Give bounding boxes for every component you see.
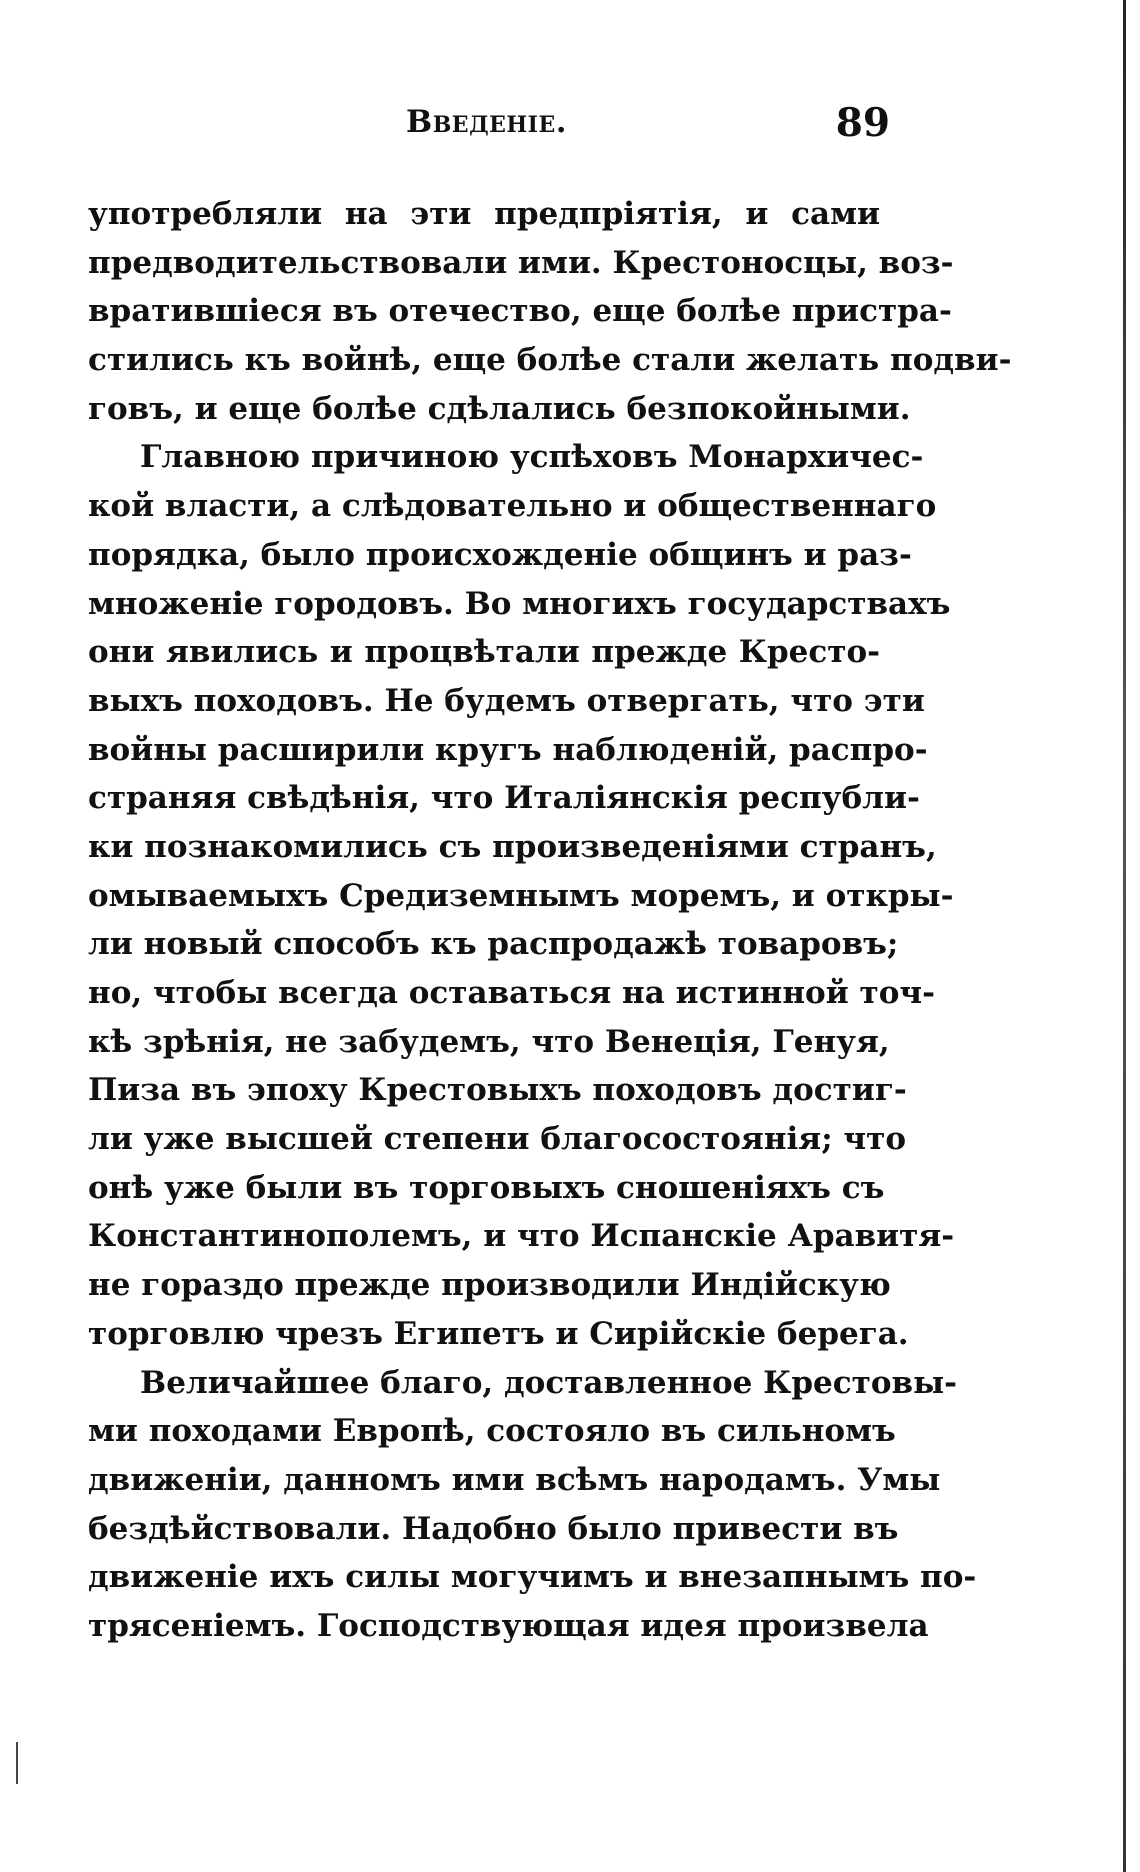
text-line: Константинополемъ, и что Испанскіе Аравитя- bbox=[88, 1218, 955, 1255]
text-line: предводительствовали ими. Крестоносцы, воз- bbox=[88, 244, 954, 281]
text-line: онѣ уже были въ торговыхъ сношеніяхъ съ bbox=[88, 1169, 885, 1206]
text-line: употребляли на эти предпріятія, и сами bbox=[88, 196, 880, 232]
text-line: порядка, было происхожденіе общинъ и раз- bbox=[88, 536, 912, 573]
text-line: говъ, и еще болѣе сдѣлались безпокойными. bbox=[88, 390, 911, 427]
text-line: но, чтобы всегда оставаться на истинной точ- bbox=[88, 975, 935, 1011]
running-title: Введеніе. bbox=[406, 104, 568, 140]
text-line: бездѣйствовали. Надобно было привести въ bbox=[88, 1510, 899, 1547]
text-line: вратившіеся въ отечество, еще болѣе пристра- bbox=[88, 293, 952, 330]
text-line: торговлю чрезъ Египетъ и Сирійскіе берега. bbox=[88, 1315, 909, 1352]
text-line: омываемыхъ Средиземнымъ моремъ, и откры- bbox=[88, 877, 954, 914]
scan-page-edge bbox=[1123, 0, 1126, 1872]
text-line: движеніе ихъ силы могучимъ и внезапнымъ по- bbox=[88, 1559, 977, 1596]
text-line: множеніе городовъ. Во многихъ государствахъ bbox=[88, 585, 951, 622]
text-line: кѣ зрѣнія, не забудемъ, что Венеція, Генуя, bbox=[88, 1023, 890, 1060]
text-line: ли уже высшей степени благосостоянія; что bbox=[88, 1121, 907, 1158]
text-line: ки познакомились съ произведеніями странъ, bbox=[88, 828, 937, 865]
text-line: ли новый способъ къ распродажѣ товаровъ; bbox=[88, 926, 899, 963]
text-line: кой власти, а слѣдовательно и общественнаго bbox=[88, 488, 937, 525]
text-line: Величайшее благо, доставленное Крестовы- bbox=[140, 1364, 958, 1401]
text-line: войны расширили кругъ наблюденій, распро- bbox=[88, 731, 928, 768]
text-line: трясеніемъ. Господствующая идея произвела bbox=[88, 1607, 929, 1644]
text-line: не гораздо прежде производили Индійскую bbox=[88, 1267, 891, 1304]
page-number: 89 bbox=[835, 100, 890, 146]
page-header bbox=[88, 100, 890, 152]
scan-mark bbox=[16, 1742, 18, 1784]
text-line: стились къ войнѣ, еще болѣе стали желать подви- bbox=[88, 342, 1012, 379]
body-text bbox=[88, 190, 1012, 1651]
text-line: Главною причиною успѣховъ Монархичес- bbox=[140, 439, 924, 476]
text-line: движеніи, данномъ ими всѣмъ народамъ. Умы bbox=[88, 1461, 941, 1498]
text-line: страняя свѣдѣнія, что Италіянскія республи- bbox=[88, 780, 920, 817]
text-line: они явились и процвѣтали прежде Кресто- bbox=[88, 634, 880, 671]
text-line: Пиза въ эпоху Крестовыхъ походовъ достиг- bbox=[88, 1072, 907, 1109]
text-line: выхъ походовъ. Не будемъ отвергать, что эти bbox=[88, 682, 925, 719]
text-line: ми походами Европѣ, состояло въ сильномъ bbox=[88, 1413, 896, 1450]
